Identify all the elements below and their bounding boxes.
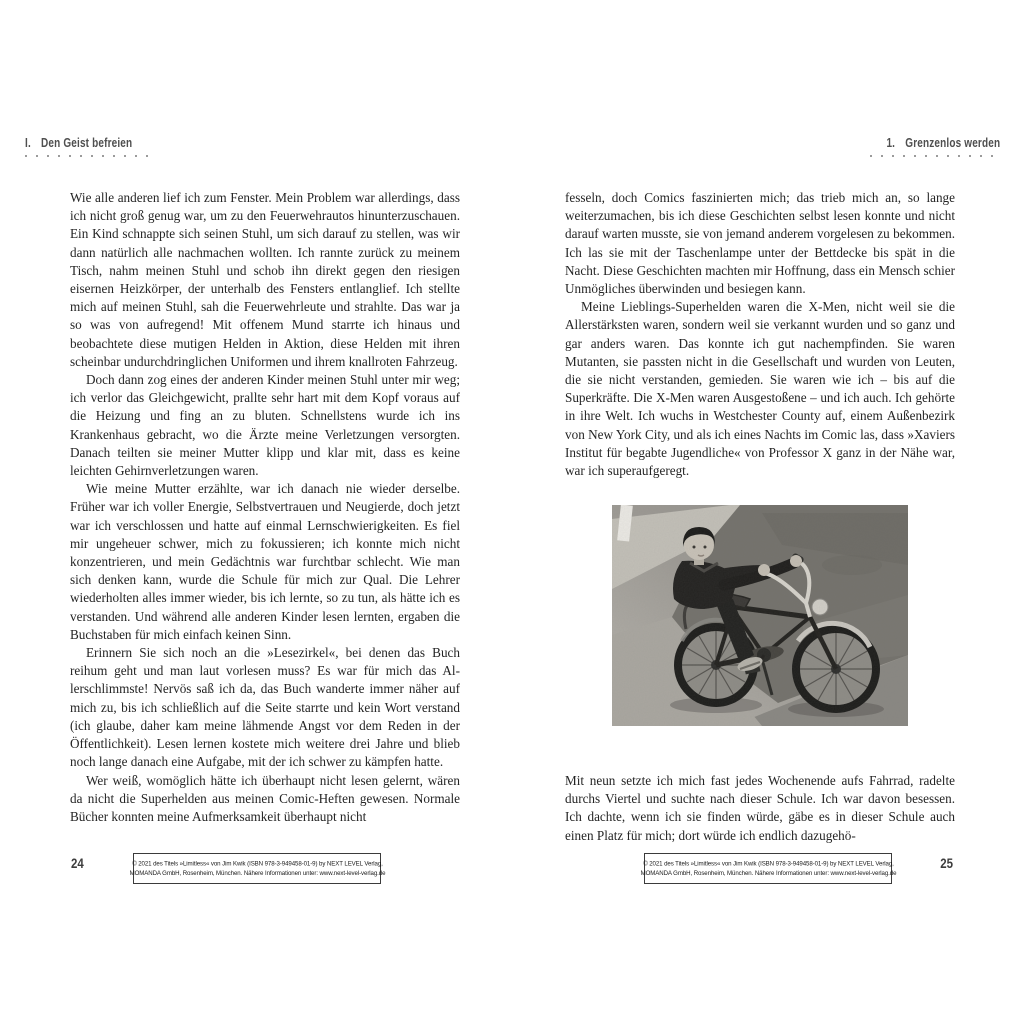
body-paragraph: Meine Lieblings-Superhelden waren die X-Men, nicht weil sie die Allerstärksten waren, sondern weil sie verkannt wurden und so ganz und gar anders waren. Das konnte ich gut nachempfinden. Sie waren Mutanten, sie passten nicht in die Gesellschaft und wurden von Leuten, die sie nicht verstanden, gemieden. Sie waren wie ich – bis auf die Superkräfte. Die X-Men waren Ausgestoßene – und ich auch. Ich gehörte in ihre Welt. Ich wuchs in Westchester County auf, einem Außenbezirk von New York City, und als ich eines Nachts im Comic las, dass »Xaviers Institut für begabte Jugendliche« von Professor X ganz in der Nähe war, war ich superaufgeregt. [565,299,955,479]
body-paragraph: Erinnern Sie sich noch an die »Lesezirkel«, bei denen das Buch reihum geht und man laut vorlesen muss? Es war für mich das Allerschlimmste! Nervös saß ich da, das Buch wanderte immer näher auf mich zu, bis ich schließlich auf die Seite starrte und kein Wort verstand (ich glaube, daher kam meine lähmende Angst vor dem Reden in der Öffentlichkeit). Lesen lernen kostete mich weitere drei Jahre und blieb noch lange danach eine Aufgabe, mit der ich schwer zu kämpfen hatte. [70,645,460,770]
right-page-text-lower [565,772,955,851]
dotted-rule [25,155,152,157]
body-paragraph: Wie meine Mutter erzählte, war ich danach nie wieder derselbe. Früher war ich voller Energie, Selbstvertrauen und Neugierde, doch jetzt war ich verschlossen und hatte auf einmal Lernschwierigkeiten. Es fiel mir ungeheuer schwer, mich zu fokussieren; ich konnte mich nicht konzentrieren, und mein Gedächtnis war furchtbar schlecht. Wie man sich denken kann, wurde die Schule für mich zur Qual. Die Lehrer wiederholten alles immer wieder, bis ich lernte, so zu tun, als hätte ich es verstanden. Und während alle anderen Kinder lesen lernten, ergaben die Buchstaben für mich einfach keinen Sinn. [70,481,460,642]
dotted-rule [870,155,1000,157]
right-page-text-column [565,189,955,851]
body-paragraph: fesseln, doch Comics faszinierten mich; das trieb mich an, so lange weiterzumachen, bis ich diese Geschichten selbst lesen konnte und nicht darauf warten musste, sie von jemand anderem vorgelesen zu bekommen. Ich las sie mit der Taschenlampe unter der Bettdecke bis spät in die Nacht. Diese Geschichten machten mir Hoffnung, dass ein Mensch schier Unmögliches überwinden und besiegen kann. [565,190,955,297]
copyright-box-left [129,853,385,884]
body-paragraph: Mit neun setzte ich mich fast jedes Wochenende aufs Fahrrad, radelte durchs Viertel und suchte nach dieser Schule. Ich war davon besessen. Ich dachte, wenn ich sie finden würde, gäbe es in dieser Schule auch einen Platz für mich; dort würde ich endlich dazugehö- [565,773,955,843]
body-paragraph: Wer weiß, womöglich hätte ich überhaupt nicht lesen gelernt, wären da nicht die Superhelden aus meinen Comic-Heften gewesen. Normale Bücher konnten meine Aufmerksamkeit überhaupt nicht [70,772,460,824]
boy-on-bicycle-photo [612,505,908,726]
body-paragraph: Wie alle anderen lief ich zum Fenster. Mein Problem war allerdings, dass ich nicht groß genug war, um zu den Feuerwehrautos hinunterzuschauen. Ein Kind schnappte sich seinen Stuhl, um sich darauf zu stellen, was wir dann natürlich alle nachmachen wollten. Ich rannte zurück zu meinem Tisch, nahm meinen Stuhl und schob ihn direkt gegen den riesigen eisernen Heizkörper, der unterhalb des Fensters entlanglief. Ich stellte mich auf meinen Stuhl, sah die Feuerwehrleute und strahlte. Das war ja so was von aufregend! Mit offenem Mund starrte ich hinaus und beobachtete diese mutigen Helden in Aktion, diese Helden mit ihren scheinbar undurchdringlichen Uniformen und ihrem knallroten Fahrzeug. [70,190,460,369]
chapter-title-right: 1. Grenzenlos werden [886,136,1000,150]
running-header-left [25,136,159,157]
left-page-text-column [70,189,460,851]
copyright-line-2: MOMANDA GmbH, Rosenheim, München. Nähere Informationen unter: www.next-level-verlag.de [129,868,385,877]
right-page-text-upper [565,189,955,505]
copyright-box-right [640,853,896,884]
copyright-line-1: © 2021 des Titels »Limitless« von Jim Kwik (ISBN 978-3-949458-01-9) by NEXT LEVEL Verlag, [642,859,894,868]
page-number-left: 24 [71,856,84,871]
copyright-line-1: © 2021 des Titels »Limitless« von Jim Kwik (ISBN 978-3-949458-01-9) by NEXT LEVEL Verlag, [131,859,383,868]
page-number-right: 25 [940,856,953,871]
chapter-title-left: I. Den Geist befreien [25,136,133,150]
copyright-line-2: MOMANDA GmbH, Rosenheim, München. Nähere Informationen unter: www.next-level-verlag.de [640,868,896,877]
body-paragraph: Doch dann zog eines der anderen Kinder meinen Stuhl unter mir weg; ich verlor das Gleichgewicht, prallte sehr hart mit dem Kopf voraus auf die Heizung und fing an zu bluten. Schnellstens wurde ich ins Krankenhaus gebracht, wo die Ärzte meine Verletzungen versorgten. Danach teilten sie meiner Mutter klipp und klar mit, dass es keine leichten Gehirnverletzungen waren. [70,372,460,479]
running-header-right [858,136,1000,157]
